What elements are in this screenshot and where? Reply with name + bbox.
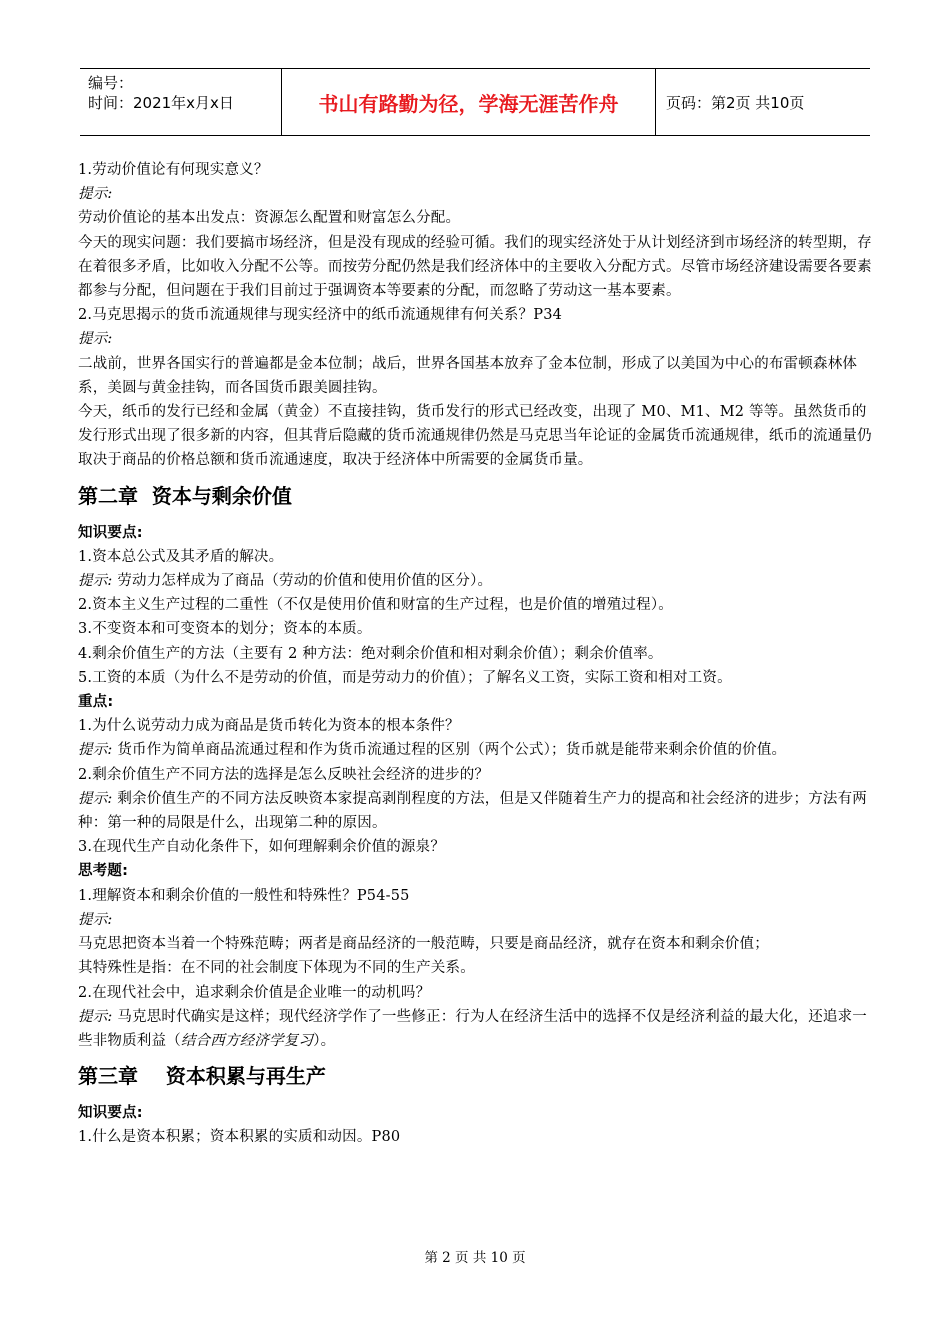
paragraph: 今天，纸币的发行已经和金属（黄金）不直接挂钩，货币发行的形式已经改变，出现了 M0、M1、M2 等等。虽然货币的发行形式出现了很多新的内容，但其背后隐藏的货币流通规律仍然是马克思当年论证的金属货币流通规律，纸币的流通量仍取决于商品的价格总额和货币流通速度，取决于经济体中所需要的金属货币量。 bbox=[78, 404, 872, 469]
hint-paragraph bbox=[78, 569, 872, 593]
list-item: 1.什么是资本积累；资本积累的实质和动因。P80 bbox=[78, 1129, 401, 1146]
hint-label: 提示: bbox=[78, 186, 113, 203]
hint-label: 提示: bbox=[78, 1008, 113, 1025]
hint-text-end: ）。 bbox=[313, 1032, 336, 1049]
hint-paragraph bbox=[78, 738, 872, 762]
question: 2.在现代社会中，追求剩余价值是企业唯一的动机吗？ bbox=[78, 984, 431, 1001]
list-item: 3.在现代生产自动化条件下，如何理解剩余价值的源泉？ bbox=[78, 839, 446, 856]
list-item: 2.剩余价值生产不同方法的选择是怎么反映社会经济的进步的？ bbox=[78, 766, 490, 783]
header-page-info: 页码：第2页 共10页 bbox=[666, 93, 805, 112]
hint-label: 提示: bbox=[78, 331, 113, 348]
hint-text: 马克思时代确实是这样；现代经济学作了一些修正：行为人在经济生活中的选择不仅是经济利益的最大化，还追求一些非物质利益（ bbox=[78, 1008, 868, 1049]
header-motto: 书山有路勤为径，学海无涯苦作舟 bbox=[282, 69, 656, 135]
question: 2.马克思揭示的货币流通规律与现实经济中的纸币流通规律有何关系？P34 bbox=[78, 307, 563, 324]
hint-italic-text: 结合西方经济学复习 bbox=[180, 1032, 314, 1049]
hint-text: 剩余价值生产的不同方法反映资本家提高剥削程度的方法，但是又伴随着生产力的提高和社会经济的进步；方法有两种：第一种的局限是什么，出现第二种的原因。 bbox=[78, 790, 868, 832]
list-item: 3.不变资本和可变资本的划分；资本的本质。 bbox=[78, 621, 372, 638]
paragraph: 二战前，世界各国实行的普遍都是金本位制；战后，世界各国基本放弃了金本位制，形成了以美国为中心的布雷顿森林体系，美圆与黄金挂钩，而各国货币跟美圆挂钩。 bbox=[78, 355, 858, 396]
page-footer: 第 2 页 共 10 页 bbox=[424, 1250, 526, 1266]
paragraph: 马克思把资本当着一个特殊范畴；两者是商品经济的一般范畴，只要是商品经济，就存在资本和剩余价值； bbox=[78, 936, 769, 953]
chapter-heading: 第三章 资本积累与再生产 bbox=[78, 1064, 326, 1089]
document-date: 时间：2021年x月x日 bbox=[88, 94, 234, 112]
paragraph: 其特殊性是指：在不同的社会制度下体现为不同的生产关系。 bbox=[78, 960, 475, 977]
hint-label: 提示: bbox=[78, 790, 113, 807]
section-label: 知识要点: bbox=[78, 524, 143, 541]
question: 1.劳动价值论有何现实意义？ bbox=[78, 162, 269, 178]
document-body bbox=[78, 158, 872, 1150]
list-item: 4.剩余价值生产的方法（主要有 2 种方法：绝对剩余价值和相对剩余价值）；剩余价值率。 bbox=[78, 645, 663, 662]
list-item: 5.工资的本质（为什么不是劳动的价值，而是劳动力的价值）；了解名义工资，实际工资和相对工资。 bbox=[78, 669, 732, 686]
paragraph: 劳动价值论的基本出发点：资源怎么配置和财富怎么分配。 bbox=[78, 210, 461, 227]
question: 1.理解资本和剩余价值的一般性和特殊性？P54-55 bbox=[78, 887, 410, 904]
list-item: 1.为什么说劳动力成为商品是货币转化为资本的根本条件？ bbox=[78, 718, 460, 735]
hint-label: 提示: bbox=[78, 742, 113, 759]
hint-paragraph bbox=[78, 1005, 872, 1053]
hint-text: 货币作为简单商品流通过程和作为货币流通过程的区别（两个公式）；货币就是能带来剩余价值的价值。 bbox=[117, 742, 787, 759]
hint-label: 提示: bbox=[78, 911, 113, 928]
hint-label: 提示: bbox=[78, 573, 113, 590]
page-header bbox=[80, 68, 870, 136]
list-item: 1.资本总公式及其矛盾的解决。 bbox=[78, 548, 284, 565]
hint-text: 劳动力怎样成为了商品（劳动的价值和使用价值的区分）。 bbox=[117, 573, 493, 590]
header-meta bbox=[80, 69, 282, 135]
section-label: 思考题: bbox=[78, 863, 129, 880]
section-label: 知识要点: bbox=[78, 1105, 143, 1122]
document-number-label: 编号： bbox=[88, 74, 134, 92]
chapter-heading: 第二章 资本与剩余价值 bbox=[78, 483, 292, 508]
hint-paragraph bbox=[78, 787, 872, 835]
section-label: 重点: bbox=[78, 694, 114, 711]
paragraph: 今天的现实问题：我们要搞市场经济，但是没有现成的经验可循。我们的现实经济处于从计划经济到市场经济的转型期，存在着很多矛盾，比如收入分配不公等。而按劳分配仍然是我们经济体中的主要收入分配方式。尽管市场经济建设需要各要素都参与分配，但问题在于我们目前过于强调资本等要素的分配，而忽略了劳动这一基本要素。 bbox=[78, 234, 872, 300]
list-item: 2.资本主义生产过程的二重性（不仅是使用价值和财富的生产过程，也是价值的增殖过程）。 bbox=[78, 597, 673, 614]
